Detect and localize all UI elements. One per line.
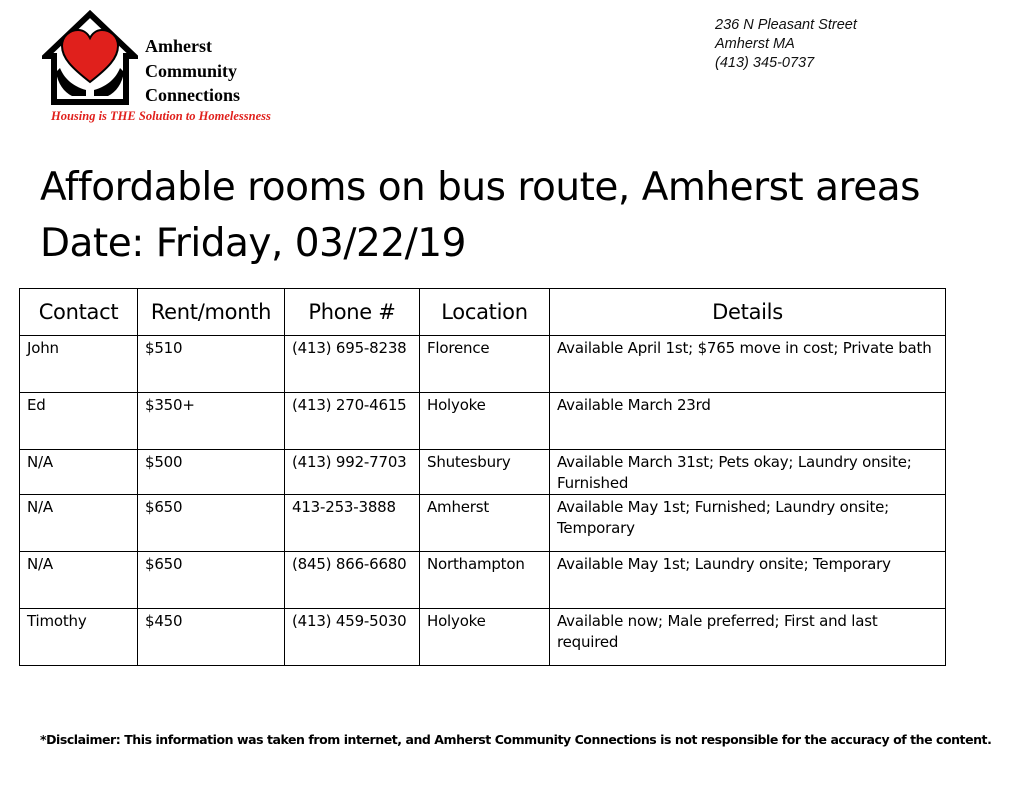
column-header-location: Location: [420, 289, 550, 336]
cell-phone: (413) 695-8238: [285, 336, 420, 393]
cell-phone: 413-253-3888: [285, 495, 420, 552]
listings-table: [19, 288, 946, 666]
column-header-details: Details: [550, 289, 946, 336]
disclaimer: *Disclaimer: This information was taken from internet, and Amherst Community Connections is not responsible for the accuracy of the content.: [40, 732, 992, 747]
cell-rent: $450: [138, 609, 285, 666]
cell-contact: N/A: [20, 495, 138, 552]
table-row: [20, 495, 946, 552]
cell-rent: $510: [138, 336, 285, 393]
cell-details: Available April 1st; $765 move in cost; Private bath: [550, 336, 946, 393]
cell-location: Holyoke: [420, 609, 550, 666]
cell-location: Florence: [420, 336, 550, 393]
address-phone: (413) 345-0737: [715, 55, 815, 71]
table-row: [20, 609, 946, 666]
org-name: [145, 34, 240, 108]
table-row: [20, 450, 946, 495]
org-address: [715, 16, 857, 73]
cell-details: Available March 31st; Pets okay; Laundry onsite; Furnished: [550, 450, 946, 495]
org-logo: [38, 8, 316, 128]
page-title: [40, 160, 920, 272]
cell-contact: John: [20, 336, 138, 393]
cell-contact: Timothy: [20, 609, 138, 666]
tagline: Housing is THE Solution to Homelessness: [51, 109, 271, 123]
cell-phone: (413) 459-5030: [285, 609, 420, 666]
address-city: Amherst MA: [715, 36, 795, 52]
cell-rent: $650: [138, 495, 285, 552]
table-row: [20, 393, 946, 450]
address-street: 236 N Pleasant Street: [715, 17, 857, 33]
cell-details: Available March 23rd: [550, 393, 946, 450]
cell-details: Available May 1st; Laundry onsite; Temporary: [550, 552, 946, 609]
table-header-row: [20, 289, 946, 336]
cell-location: Northampton: [420, 552, 550, 609]
table-row: [20, 336, 946, 393]
cell-location: Holyoke: [420, 393, 550, 450]
cell-contact: N/A: [20, 450, 138, 495]
cell-location: Shutesbury: [420, 450, 550, 495]
cell-phone: (413) 992-7703: [285, 450, 420, 495]
org-name-line3: Connections: [145, 85, 241, 105]
cell-phone: (845) 866-6680: [285, 552, 420, 609]
cell-location: Amherst: [420, 495, 550, 552]
column-header-contact: Contact: [20, 289, 138, 336]
table-row: [20, 552, 946, 609]
org-name-line2: Community: [145, 60, 238, 81]
column-header-rent: Rent/month: [138, 289, 285, 336]
cell-contact: Ed: [20, 393, 138, 450]
title-date: Date: Friday, 03/22/19: [40, 221, 466, 266]
column-header-phone: Phone #: [285, 289, 420, 336]
house-heart-hands-icon: [42, 10, 138, 106]
org-name-line1: Amherst: [145, 36, 212, 56]
cell-rent: $350+: [138, 393, 285, 450]
title-line1: Affordable rooms on bus route, Amherst areas: [40, 165, 920, 210]
cell-details: Available now; Male preferred; First and last required: [550, 609, 946, 666]
cell-contact: N/A: [20, 552, 138, 609]
cell-rent: $500: [138, 450, 285, 495]
cell-phone: (413) 270-4615: [285, 393, 420, 450]
cell-details: Available May 1st; Furnished; Laundry onsite; Temporary: [550, 495, 946, 552]
cell-rent: $650: [138, 552, 285, 609]
